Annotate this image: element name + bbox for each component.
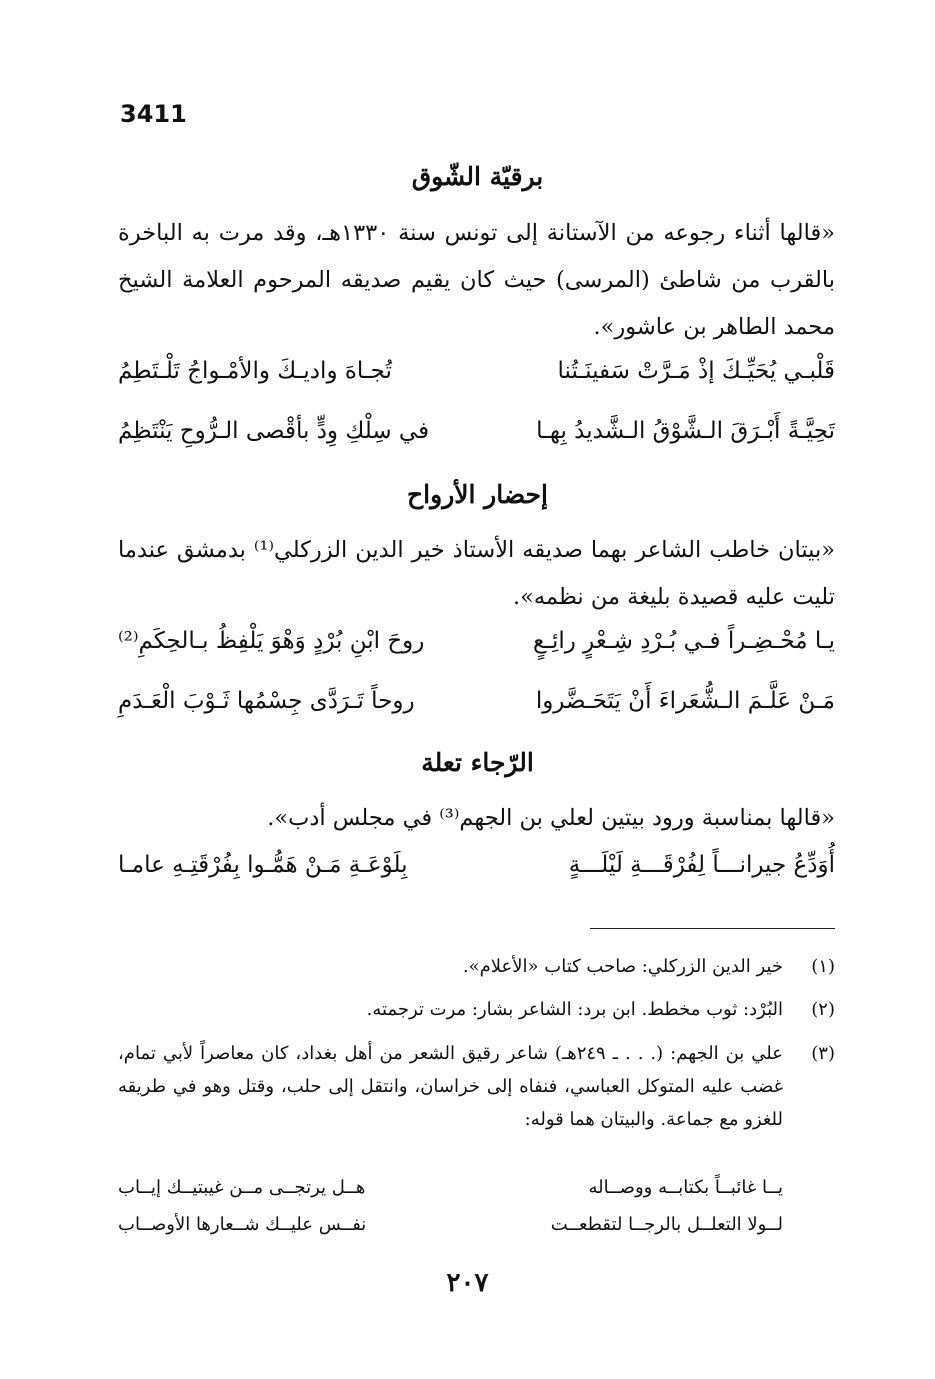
footnote-number: (٢) xyxy=(811,999,835,1020)
footnote-divider xyxy=(590,928,835,929)
footnote xyxy=(118,993,835,1027)
footnote-number: (١) xyxy=(811,956,835,977)
section-title: إحضار الأرواح xyxy=(407,480,548,509)
section-title: برقيّة الشّوق xyxy=(411,162,544,191)
footnote-text: علي بن الجهم: (. . . ـ ٢٤٩هـ) شاعر رقيق الشعر من أهل بغداد، كان معاصراً لأبي تمام، غضب عليه المتوكل العباسي، فنفاه إلى خراسان، وانتقل إلى حلب، وقتل وهو في طريقه للغزو مع جماعة. والبيتان هما قوله: xyxy=(118,1043,783,1130)
verse-first-hemistich: تَحِيَّـةً أَبْـرَقَ الـشَّوْقُ الـشَّديدُ بِهـا xyxy=(536,418,835,444)
verse xyxy=(118,852,835,906)
verse-second-hemistich: تُجـاهَ واديـكَ والأمْـواجُ تَلْـتَطِمُ xyxy=(118,358,392,384)
section-title: الرّجاء تعلة xyxy=(421,748,534,777)
verse-second-hemistich: بِلَوْعَـةِ مَـنْ هَمُّـوا بِفُرْقَتِـهِ عامـا xyxy=(118,852,408,878)
verse-first-hemistich: يــا غائبــاً بكتابــه ووصــاله xyxy=(588,1177,783,1198)
section-intro: «قالها أثناء رجوعه من الآستانة إلى تونس سنة ١٣٣٠هـ، وقد مرت به الباخرة بالقرب من شاطئ (المرسى) حيث كان يقيم صديقه المرحوم العلامة الشيخ محمد الطاهر بن عاشور». xyxy=(118,220,835,340)
verse xyxy=(118,418,835,472)
page-number: ٢٠٧ xyxy=(446,1268,489,1298)
footnote-text: خير الدين الزركلي: صاحب كتاب «الأعلام». xyxy=(462,956,783,977)
verse-first-hemistich: يـا مُحْـضِـراً فـي بُـرْدِ شِـعْرٍ رائِـعٍ xyxy=(532,628,835,654)
verse xyxy=(118,358,835,412)
verse-first-hemistich: قَلْبـي يُحَيِّـكَ إذْ مَـرَّتْ سَفينَـتُنا xyxy=(557,358,835,384)
footnote-verse xyxy=(118,1214,835,1248)
verse-second-hemistich: هــل يرتجــى مــن غيبتيــك إيــاب xyxy=(118,1177,366,1198)
verse-second-hemistich: روحَ ابْنِ بُرْدٍ وَهْوَ يَلْفِظُ بـالحِكَمِ⁽²⁾ xyxy=(118,628,425,654)
footnote xyxy=(118,950,835,984)
verse-first-hemistich: مَـنْ عَلَّـمَ الـشُّعَراءَ أَنْ يَتَحَـضَّروا xyxy=(535,688,835,714)
footnote xyxy=(118,1037,835,1137)
verse-second-hemistich: في سِلْكِ وِدٍّ بأقْصى الـرُّوحِ يَنْتَظِمُ xyxy=(118,418,430,444)
page-id: 3411 xyxy=(120,100,187,128)
footnote-verse xyxy=(118,1177,835,1211)
section-intro: «بيتان خاطب الشاعر بهما صديقه الأستاذ خير الدين الزركلي⁽¹⁾ بدمشق عندما تليت عليه قصيدة بليغة من نظمه». xyxy=(118,537,835,610)
footnote-number: (٣) xyxy=(811,1043,835,1064)
verse-first-hemistich: لــولا التعلــل بالرجــا لتقطعــت xyxy=(550,1214,783,1235)
footnote-text: البُرْد: ثوب مخطط. ابن برد: الشاعر بشار: مرت ترجمته. xyxy=(366,999,783,1020)
verse xyxy=(118,688,835,742)
section-intro: «قالها بمناسبة ورود بيتين لعلي بن الجهم⁽³⁾ في مجلس أدب». xyxy=(267,805,835,831)
verse-first-hemistich: أُوَدِّعُ جيرانـــاً لِفُرْقَـــةِ لَيْلَـــةٍ xyxy=(568,852,835,878)
verse-second-hemistich: نفــس عليــك شــعارها الأوصــاب xyxy=(118,1214,367,1235)
verse xyxy=(118,628,835,682)
verse-second-hemistich: روحاً تَـرَدَّى جِسْمُها ثَـوْبَ الْعَـدَمِ xyxy=(118,688,415,714)
